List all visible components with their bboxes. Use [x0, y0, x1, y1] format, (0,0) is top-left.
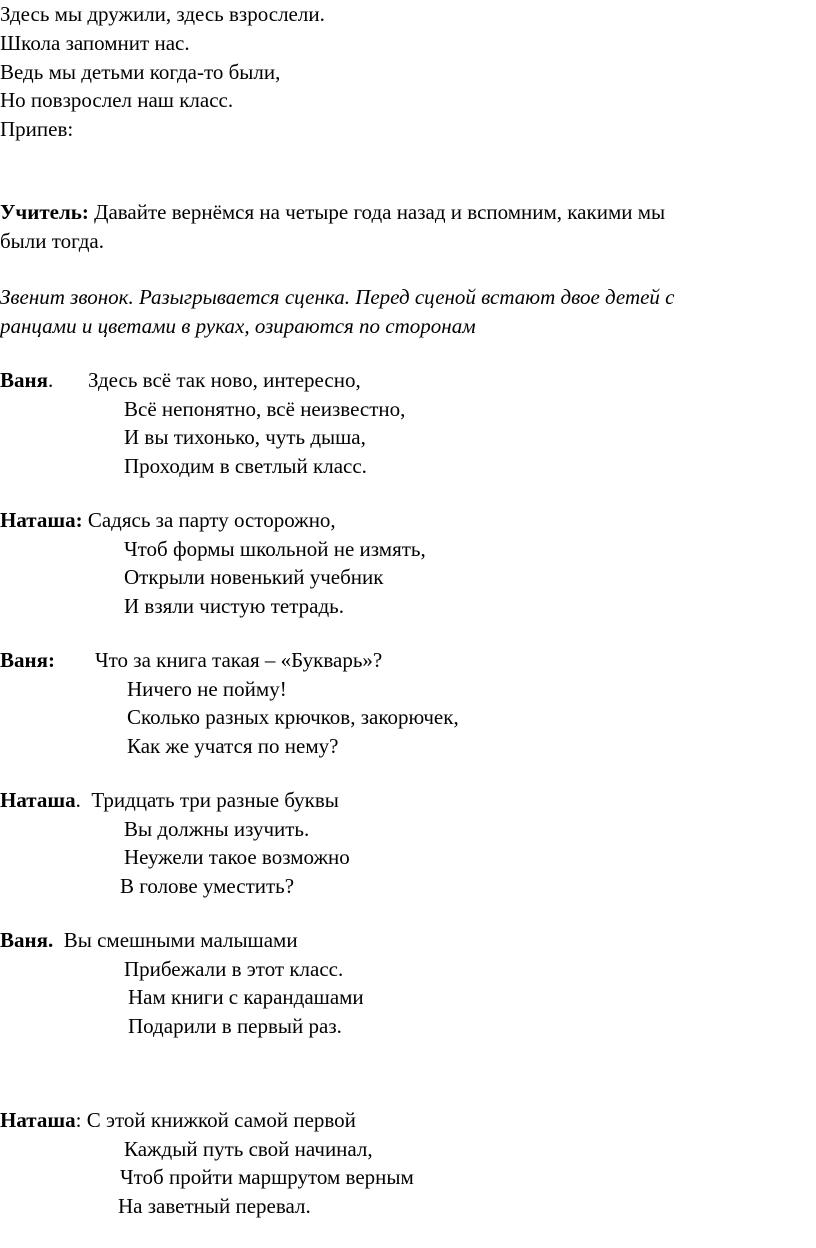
stanza-first-line: Наташа. Тридцать три разные буквы	[0, 788, 339, 812]
verse-line: Как же учатся по нему?	[127, 734, 339, 758]
verse-line: И вы тихонько, чуть дыша,	[124, 425, 366, 449]
intro-line: Но повзрослел наш класс.	[0, 88, 234, 112]
speaker-name: Учитель:	[0, 200, 89, 224]
verse-line: В голове уместить?	[120, 874, 295, 898]
verse-line: Каждый путь свой начинал,	[124, 1137, 373, 1161]
speaker-name: Ваня.	[0, 928, 54, 952]
stage-direction: ранцами и цветами в руках, озираются по сторонам	[0, 314, 476, 338]
teacher-line-continued: были тогда.	[0, 229, 104, 253]
teacher-text: Давайте вернёмся на четыре года назад и вспомним, какими мы	[88, 200, 666, 224]
verse-line: Садясь за парту осторожно,	[87, 508, 336, 532]
verse-line: На заветный перевал.	[118, 1194, 311, 1218]
verse-line: Подарили в первый раз.	[128, 1014, 342, 1038]
teacher-line	[0, 198, 665, 227]
verse-line: Открыли новенький учебник	[124, 565, 384, 589]
speaker-name: Наташа:	[0, 508, 83, 532]
intro-line: Здесь мы дружили, здесь взрослели.	[0, 2, 325, 26]
intro-line: Ведь мы детьми когда-то были,	[0, 60, 281, 84]
verse-line: Проходим в светлый класс.	[124, 454, 367, 478]
stanza-first-line: Наташа: С этой книжкой самой первой	[0, 1108, 356, 1132]
intro-line: Школа запомнит нас.	[0, 31, 190, 55]
verse-line: Ничего не пойму!	[127, 677, 287, 701]
stanza-first-line: Ваня.	[0, 368, 69, 392]
verse-line: Здесь всё так ново, интересно,	[88, 368, 361, 392]
verse-line: И взяли чистую тетрадь.	[124, 594, 344, 618]
verse-line: Сколько разных крючков, закорючек,	[127, 705, 459, 729]
verse-line: С этой книжкой самой первой	[86, 1108, 356, 1132]
speaker-name: Ваня	[0, 368, 48, 392]
verse-line: Вы должны изучить.	[124, 817, 310, 841]
speaker-name: Наташа	[0, 1108, 76, 1132]
speaker-name: Ваня:	[0, 648, 55, 672]
speaker-name: Наташа	[0, 788, 76, 812]
verse-line: Что за книга такая – «Букварь»?	[95, 648, 383, 672]
verse-line: Чтоб формы школьной не измять,	[124, 537, 426, 561]
verse-line: Вы смешными малышами	[63, 928, 298, 952]
verse-line: Нам книги с карандашами	[128, 985, 364, 1009]
stanza-first-line	[0, 926, 298, 955]
verse-line: Неужели такое возможно	[124, 845, 350, 869]
verse-line: Всё непонятно, всё неизвестно,	[124, 397, 406, 421]
verse-line: Чтоб пройти маршрутом верным	[120, 1165, 414, 1189]
chorus-label: Припев:	[0, 117, 74, 141]
verse-line: Тридцать три разные буквы	[91, 788, 339, 812]
stage-direction: Звенит звонок. Разыгрывается сценка. Перед сценой встают двое детей с	[0, 285, 675, 309]
stanza-first-line	[0, 506, 336, 535]
verse-line: Прибежали в этот класс.	[124, 957, 344, 981]
